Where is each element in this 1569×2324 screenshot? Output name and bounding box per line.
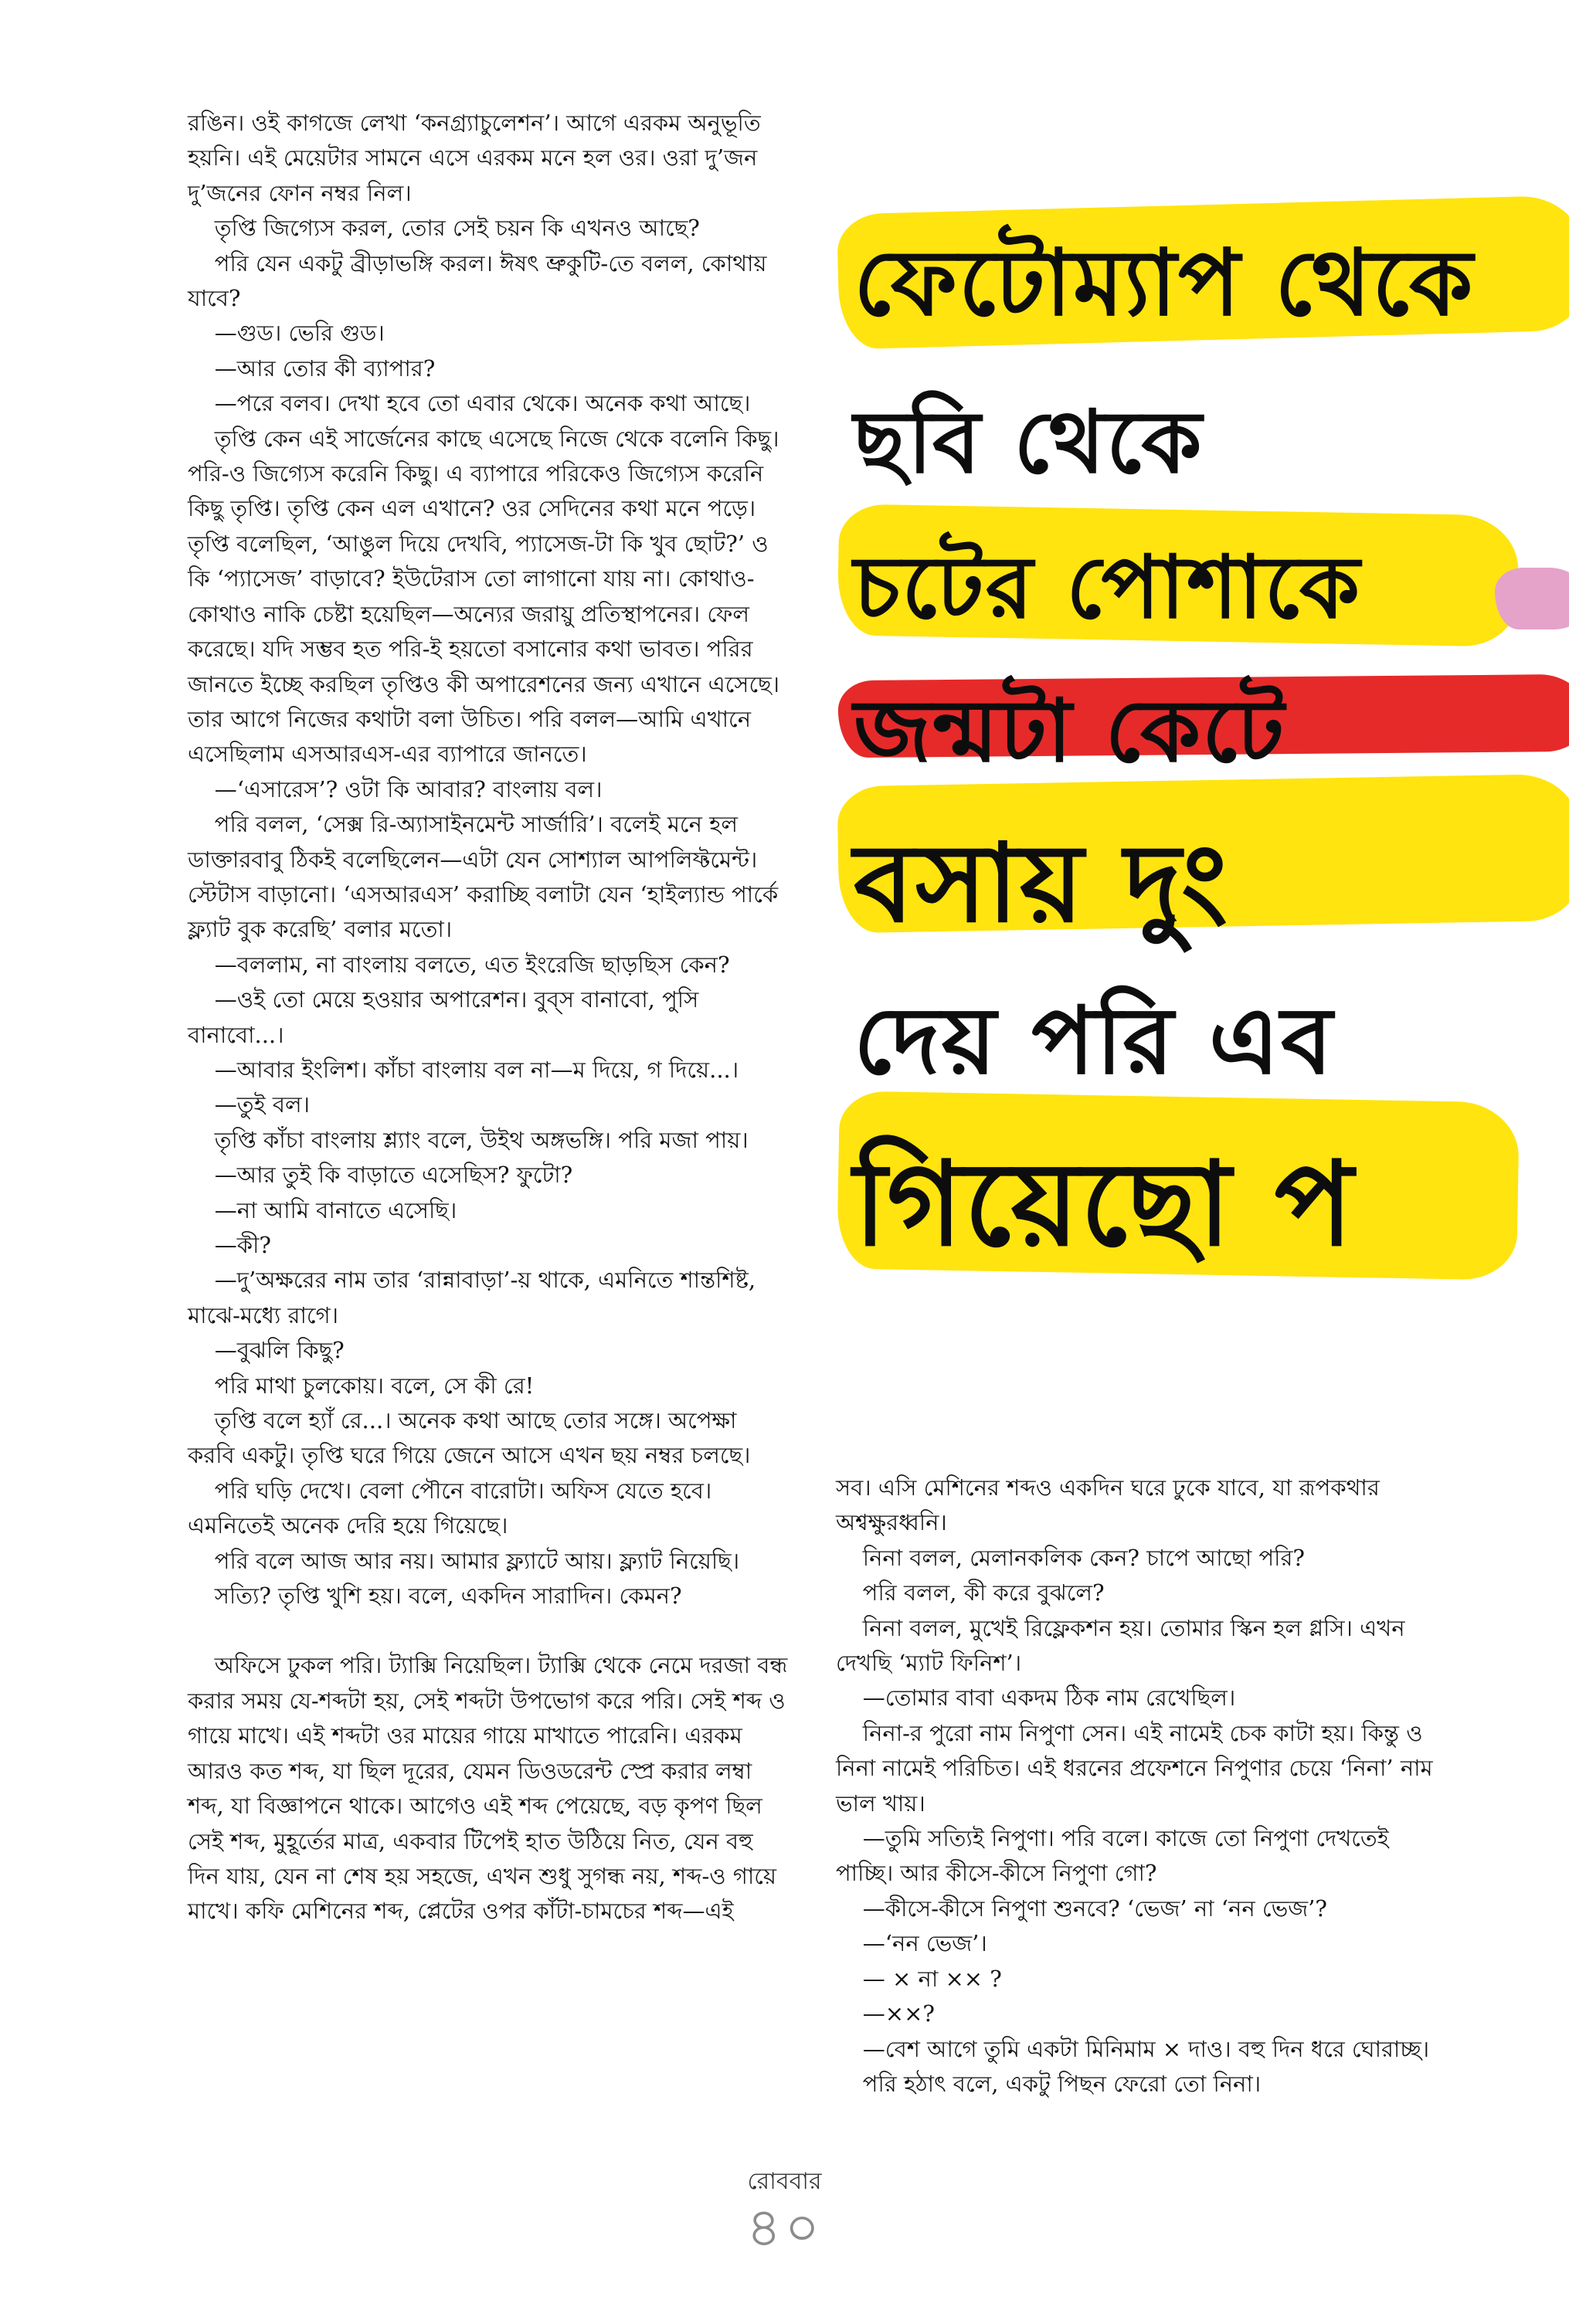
paragraph: —তুই বল। — [214, 1091, 310, 1118]
paragraph: —কী? — [214, 1232, 271, 1258]
paragraph: অফিসে ঢুকল পরি। ট্যাক্সি নিয়েছিল। ট্যাক্সি থেকে নেমে দরজা বন্ধ করার সময় যে-শব্দটা হয়, সেই শব্দটা উপভোগ করে পরি। সেই শব্দ ও গায়ে মাখে। এই শব্দটা ওর মায়ের গায়ে মাখাতে পারেনি। এরকম আরও কত শব্দ, যা ছিল দূরের, যেমন ডিওডরেন্ট স্প্রে করার লম্বা শব্দ, যা বিজ্ঞাপনে থাকে। আগেও এই শব্দ পেয়েছে, বড় কৃপণ ছিল সেই শব্দ, মুহূর্তের মাত্র, একবার টিপেই হাত উঠিয়ে নিত, যেন বহু দিন যায়, যেন না শেষ হয় সহজে, এখন শুধু সুগন্ধ নয়, শব্দ-ও গায়ে মাখে। কফি মেশিনের শব্দ, প্লেটের ওপর কাঁটা-চামচের শব্দ—এই — [188, 1652, 788, 1925]
paragraph: —আর তোর কী ব্যাপার? — [214, 355, 436, 382]
paragraph: পরি বলল, কী করে বুঝলে? — [862, 1579, 1105, 1606]
paragraph: —পরে বলব। দেখা হবে তো এবার থেকে। অনেক কথা আছে। — [214, 390, 751, 417]
art-line: দেয় পরি এব — [854, 988, 1334, 1095]
paragraph: পরি হঠাৎ বলে, একটু পিছন ফেরো তো নিনা। — [862, 2070, 1262, 2097]
paragraph: তৃপ্তি বলে হ্যাঁ রে...। অনেক কথা আছে তোর সঙ্গে। অপেক্ষা করবি একটু। তৃপ্তি ঘরে গিয়ে জেনে আসে এখন ছয় নম্বর চলছে। — [188, 1407, 751, 1469]
paragraph: সব। এসি মেশিনের শব্দও একদিন ঘরে ঢুকে যাবে, যা রূপকথার অশ্বক্ষুরধ্বনি। — [836, 1474, 1380, 1536]
paragraph: তৃপ্তি জিগ্যেস করল, তোর সেই চয়ন কি এখনও আছে? — [214, 215, 700, 242]
art-line: ছবি থেকে — [854, 392, 1204, 493]
paragraph: পরি বলে আজ আর নয়। আমার ফ্ল্যাটে আয়। ফ্ল্যাট নিয়েছি। — [214, 1547, 740, 1574]
paragraph: পরি বলল, ‘সেক্স রি-অ্যাসাইনমেন্ট সার্জারি’। বলেই মনে হল ডাক্তারবাবু ঠিকই বলেছিলেন—এটা যেন সোশ্যাল আপলিফ্টমেন্ট। স্টেটাস বাড়ানো। ‘এসআরএস’ করাচ্ছি বলাটা যেন ‘হাইল্যান্ড পার্কে ফ্ল্যাট বুক করেছি’ বলার মতো। — [188, 811, 779, 943]
paragraph: —××? — [862, 2000, 935, 2027]
paragraph: —বেশ আগে তুমি একটা মিনিমাম × দাও। বহু দিন ধরে ঘোরাচ্ছ। — [862, 2035, 1430, 2062]
magazine-name: রোববার — [747, 2168, 822, 2195]
paragraph: — × না ×× ? — [862, 1965, 1002, 1992]
paragraph: তৃপ্তি কেন এই সার্জেনের কাছে এসেছে নিজে থেকে বলেনি কিছু। পরি-ও জিগ্যেস করেনি কিছু। এ ব্যাপারে পরিকেও জিগ্যেস করেনি কিছু তৃপ্তি। তৃপ্তি কেন এল এখানে? ওর সেদিনের কথা মনে পড়ে। তৃপ্তি বলেছিল, ‘আঙুল দিয়ে দেখবি, প্যাসেজ-টা কি খুব ছোট?’ ও কি ‘প্যাসেজ’ বাড়াবে? ইউটেরাস তো লাগানো যায় না। কোথাও-কোথাও নাকি চেষ্টা হয়েছিল—অন্যের জরায়ু প্রতিস্থাপনের। ফেল করেছে। যদি সম্ভব হত পরি-ই হয়তো বসানোর কথা ভাবত। পরির জানতে ইচ্ছে করছিল তৃপ্তিও কী অপারেশনের জন্য এখানে এসেছে। তার আগে নিজের কথাটা বলা উচিত। পরি বলল—আমি এখানে এসেছিলাম এসআরএস-এর ব্যাপারে জানতে। — [188, 425, 780, 768]
art-line: গিয়েছো প — [854, 1138, 1355, 1272]
paragraph: —না আমি বানাতে এসেছি। — [214, 1196, 457, 1223]
paragraph: পরি ঘড়ি দেখে। বেলা পৌনে বারোটা। অফিস যেতে হবে। এমনিতেই অনেক দেরি হয়ে গিয়েছে। — [188, 1477, 712, 1539]
art-line: চটের পোশাকে — [854, 538, 1362, 638]
paragraph: —বুঝলি কিছু? — [214, 1337, 345, 1364]
art-line: বসায় দুং — [854, 821, 1230, 947]
art-line: ফেটোম্যাপ থেকে — [854, 229, 1475, 336]
paragraph: নিনা বলল, মুখেই রিফ্লেকশন হয়। তোমার স্কিন হল গ্লসি। এখন দেখছি ‘ম্যাট ফিনিশ’। — [836, 1614, 1405, 1677]
art-line: জন্মটা কেটে — [854, 681, 1286, 782]
paragraph: —ওই তো মেয়ে হওয়ার অপারেশন। বুব্স বানাবো, পুসি বানাবো...। — [188, 986, 699, 1048]
paragraph: তৃপ্তি কাঁচা বাংলায় শ্ল্যাং বলে, উইথ অঙ্গভঙ্গি। পরি মজা পায়। — [214, 1126, 749, 1153]
paragraph: —কীসে-কীসে নিপুণা শুনবে? ‘ভেজ’ না ‘নন ভেজ’? — [862, 1895, 1327, 1922]
page-number: ৪০ — [746, 2196, 823, 2259]
paragraph: —দু’অক্ষরের নাম তার ‘রান্নাবাড়া’-য় থাকে, এমনিতে শান্তশিষ্ট, মাঝে-মধ্যে রাগে। — [188, 1267, 756, 1328]
paragraph: —‘এসারেস’? ওটা কি আবার? বাংলায় বল। — [214, 775, 603, 802]
paragraph: পরি মাথা চুলকোয়। বলে, সে কী রে! — [214, 1372, 535, 1399]
hand-lettered-artwork — [854, 205, 1569, 1340]
paragraph: সত্যি? তৃপ্তি খুশি হয়। বলে, একদিন সারাদিন। কেমন? — [214, 1583, 682, 1610]
pink-swoosh — [1495, 568, 1569, 629]
paragraph: —আর তুই কি বাড়াতে এসেছিস? ফুটো? — [214, 1162, 573, 1189]
paragraph: —বললাম, না বাংলায় বলতে, এত ইংরেজি ছাড়ছিস কেন? — [214, 951, 730, 978]
left-column — [188, 106, 790, 1929]
paragraph: —গুড। ভেরি গুড। — [214, 320, 385, 347]
paragraph: নিনা-র পুরো নাম নিপুণা সেন। এই নামেই চেক কাটা হয়। কিন্তু ও নিনা নামেই পরিচিত। এই ধরনের প্রফেশনে নিপুণার চেয়ে ‘নিনা’ নাম ভাল খায়। — [836, 1719, 1433, 1817]
paragraph: —তোমার বাবা একদম ঠিক নাম রেখেছিল। — [862, 1684, 1236, 1712]
paragraph: নিনা বলল, মেলানকলিক কেন? চাপে আছো পরি? — [862, 1544, 1305, 1571]
right-column — [836, 1471, 1438, 2102]
paragraph: পরি যেন একটু ব্রীড়াভঙ্গি করল। ঈষৎ ভ্রুকুটি-তে বলল, কোথায় যাবে? — [188, 249, 767, 312]
paragraph: —তুমি সত্যিই নিপুণা। পরি বলে। কাজে তো নিপুণা দেখতেই পাচ্ছি। আর কীসে-কীসে নিপুণা গো? — [836, 1825, 1389, 1887]
paragraph: —‘নন ভেজ’। — [862, 1930, 987, 1957]
paragraph: —আবার ইংলিশ। কাঁচা বাংলায় বল না—ম দিয়ে, গ দিয়ে...। — [214, 1056, 739, 1083]
paragraph: রঙিন। ওই কাগজে লেখা ‘কনগ্র্যাচুলেশন’। আগে এরকম অনুভূতি হয়নি। এই মেয়েটার সামনে এসে এরকম মনে হল ওর। ওরা দু’জন দু’জনের ফোন নম্বর নিল। — [188, 110, 761, 206]
